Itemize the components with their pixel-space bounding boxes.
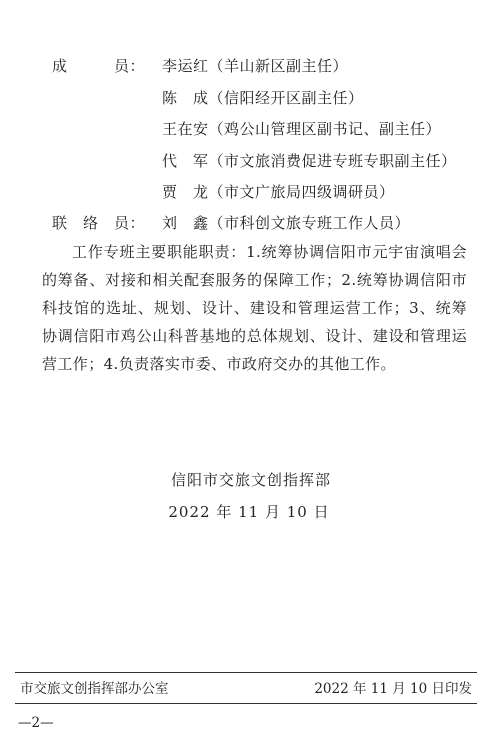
member-4: 代 军（市文旅消费促进专班专职副主任）	[162, 152, 457, 170]
member-3: 王在安（鸡公山管理区副书记、副主任）	[162, 120, 442, 138]
signature-org: 信阳市交旅文创指挥部	[170, 471, 331, 489]
signature-date: 2022 年 11 月 10 日	[168, 503, 330, 521]
page-number: —2—	[18, 715, 54, 731]
responsibilities-paragraph: 工作专班主要职能职责：1.统筹协调信阳市元宇宙演唱会的筹备、对接和相关配套服务的保障工作；2.统筹协调信阳市科技馆的选址、规划、设计、建设和管理运营工作；3、统筹协调信阳市鸡公山科普基地的总体规划、设计、建设和管理运营工作；4.负责落实市委、市政府交办的其他工作。	[42, 243, 467, 373]
liaison-value: 刘 鑫（市科创文旅专班工作人员）	[162, 214, 411, 232]
footer-issuer: 市交旅文创指挥部办公室	[20, 681, 169, 697]
footer-issue-date: 2022 年 11 月 10 日印发	[314, 681, 472, 697]
members-label: 成 员：	[52, 57, 146, 75]
member-2: 陈 成（信阳经开区副主任）	[162, 89, 364, 107]
footer-top-rule	[15, 672, 477, 673]
member-1: 李运红（羊山新区副主任）	[162, 57, 349, 75]
footer-bottom-rule	[15, 703, 477, 704]
member-5: 贾 龙（市文广旅局四级调研员）	[162, 183, 395, 201]
liaison-label: 联 络 员：	[52, 214, 146, 232]
